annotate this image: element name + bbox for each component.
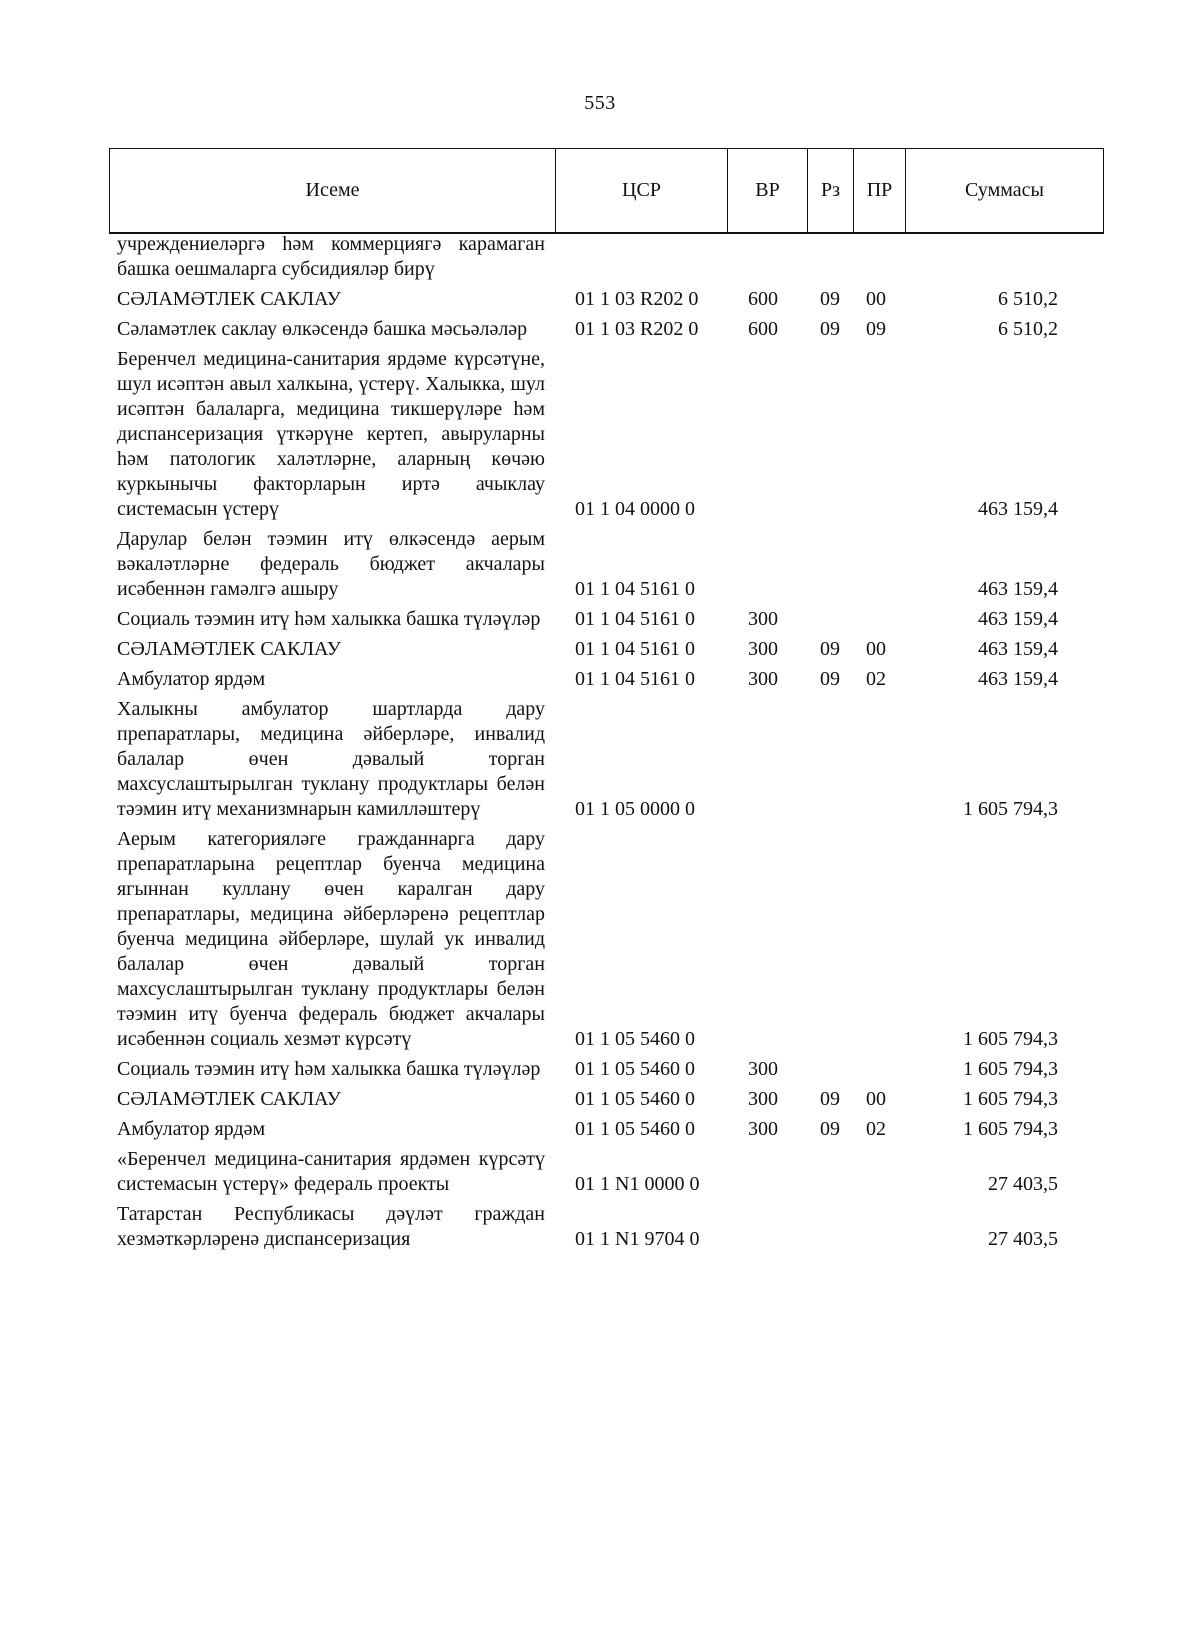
row-pr: 00 — [866, 288, 886, 310]
header-rz: Рз — [808, 149, 854, 234]
row-pr — [853, 522, 905, 602]
row-rz: 09 — [820, 638, 840, 660]
row-vr — [727, 822, 807, 1052]
table-row — [109, 232, 1103, 282]
row-csr: 01 1 05 5460 0 — [575, 1028, 695, 1050]
row-rz: 09 — [820, 668, 840, 690]
row-name-text: СӘЛАМӘТЛЕК САКЛАУ — [117, 1088, 341, 1110]
row-rz — [807, 342, 853, 522]
page-number: 553 — [584, 92, 616, 114]
row-name — [109, 1142, 555, 1197]
row-csr: 01 1 05 5460 0 — [575, 1118, 695, 1140]
table-row — [109, 1142, 1103, 1197]
row-name — [109, 342, 555, 522]
row-sum: 27 403,5 — [988, 1228, 1058, 1250]
row-name — [109, 632, 555, 662]
row-name-text: Беренчел медицина-санитария ярдәме күрсәтүне, шул исәптән авыл халкына, үстерү. Халыкка, шул исәптән балаларга, медицина тикшерүләре һәм диспансеризация үткәрүне кертеп, авыруларны һәм патологик халәтләрне, аларның көчәю куркынычы факторларын иртә ачыклау системасын үстерү — [117, 348, 545, 520]
table-row — [109, 602, 1103, 632]
row-vr — [727, 1142, 807, 1197]
row-name-text: Халыкны амбулатор шартларда дару препаратлары, медицина әйберләре, инвалид балалар өчен дәвалый торган махсуслаштырылган туклану продуктлары белән тәэмин итү механизмнарын камилләштерү — [117, 698, 545, 820]
row-vr: 300 — [748, 668, 778, 690]
row-name-text: учреждениеләргә һәм коммерциягә карамаган башка оешмаларга субсидияләр бирү — [117, 233, 545, 280]
row-rz — [807, 692, 853, 822]
row-name-text: «Беренчел медицина-санитария ярдәмен күрсәтү системасын үстерү» федераль проекты — [117, 1148, 545, 1195]
row-name — [109, 822, 555, 1052]
table-row — [109, 1052, 1103, 1082]
table-row — [109, 312, 1103, 342]
header-vr: ВР — [728, 149, 808, 234]
row-vr — [727, 1197, 807, 1252]
row-name — [109, 1197, 555, 1252]
row-name — [109, 662, 555, 692]
row-vr: 300 — [748, 1118, 778, 1140]
row-csr: 01 1 04 5161 0 — [575, 578, 695, 600]
row-pr — [853, 822, 905, 1052]
row-pr — [853, 1142, 905, 1197]
table-row — [109, 692, 1103, 822]
row-csr: 01 1 04 5161 0 — [575, 668, 695, 690]
row-sum: 1 605 794,3 — [963, 1088, 1058, 1110]
row-vr — [727, 342, 807, 522]
row-rz: 09 — [820, 288, 840, 310]
header-pr: ПР — [854, 149, 906, 234]
row-rz — [807, 602, 853, 632]
row-pr: 02 — [866, 1118, 886, 1140]
row-vr: 300 — [748, 638, 778, 660]
row-sum: 463 159,4 — [978, 578, 1058, 600]
row-pr: 00 — [866, 638, 886, 660]
row-sum: 1 605 794,3 — [963, 1118, 1058, 1140]
row-csr — [555, 232, 727, 282]
table-row — [109, 1112, 1103, 1142]
row-name-text: Социаль тәэмин итү һәм халыкка башка түләүләр — [117, 1058, 541, 1080]
row-sum: 463 159,4 — [978, 498, 1058, 520]
row-vr — [727, 692, 807, 822]
row-sum: 6 510,2 — [998, 288, 1058, 310]
row-rz: 09 — [820, 1088, 840, 1110]
row-name-text: Дарулар белән тәэмин итү өлкәсендә аерым вәкаләтләрне федераль бюджет акчалары исәбеннән гамәлгә ашыру — [117, 528, 545, 600]
row-csr: 01 1 03 R202 0 — [575, 288, 699, 310]
row-rz — [807, 522, 853, 602]
row-rz — [807, 232, 853, 282]
header-sum: Суммасы — [906, 149, 1104, 234]
table-row — [109, 662, 1103, 692]
row-vr: 300 — [748, 1088, 778, 1110]
row-sum: 463 159,4 — [978, 608, 1058, 630]
row-csr: 01 1 04 5161 0 — [575, 638, 695, 660]
row-pr: 09 — [866, 318, 886, 340]
row-pr — [853, 232, 905, 282]
row-csr: 01 1 05 5460 0 — [575, 1088, 695, 1110]
table-row — [109, 522, 1103, 602]
row-csr: 01 1 04 0000 0 — [575, 498, 695, 520]
row-csr: 01 1 03 R202 0 — [575, 318, 699, 340]
row-name — [109, 602, 555, 632]
row-csr: 01 1 04 5161 0 — [575, 608, 695, 630]
row-pr — [853, 1197, 905, 1252]
row-rz: 09 — [820, 1118, 840, 1140]
row-vr — [727, 232, 807, 282]
row-sum: 6 510,2 — [998, 318, 1058, 340]
row-vr: 600 — [748, 318, 778, 340]
row-sum: 1 605 794,3 — [963, 798, 1058, 820]
row-sum: 1 605 794,3 — [963, 1028, 1058, 1050]
row-pr — [853, 342, 905, 522]
row-name-text: Сәламәтлек саклау өлкәсендә башка мәсьәләләр — [117, 318, 528, 340]
row-vr: 300 — [748, 1058, 778, 1080]
row-name — [109, 282, 555, 312]
row-csr: 01 1 05 0000 0 — [575, 798, 695, 820]
row-rz — [807, 1142, 853, 1197]
row-pr: 02 — [866, 668, 886, 690]
row-name — [109, 312, 555, 342]
budget-table — [109, 232, 1103, 1252]
row-csr: 01 1 05 5460 0 — [575, 1058, 695, 1080]
row-pr: 00 — [866, 1088, 886, 1110]
table-row — [109, 1197, 1103, 1252]
row-csr: 01 1 N1 0000 0 — [575, 1173, 700, 1195]
row-pr — [853, 602, 905, 632]
row-sum — [905, 232, 1103, 282]
row-vr: 300 — [748, 608, 778, 630]
row-rz: 09 — [820, 318, 840, 340]
row-sum: 1 605 794,3 — [963, 1058, 1058, 1080]
table-row — [109, 1082, 1103, 1112]
row-sum: 27 403,5 — [988, 1173, 1058, 1195]
row-name — [109, 522, 555, 602]
row-rz — [807, 1052, 853, 1082]
row-name — [109, 232, 555, 282]
table-row — [109, 342, 1103, 522]
table-row — [109, 632, 1103, 662]
row-name — [109, 1112, 555, 1142]
row-pr — [853, 1052, 905, 1082]
row-name — [109, 692, 555, 822]
row-name-text: СӘЛАМӘТЛЕК САКЛАУ — [117, 638, 341, 660]
row-rz — [807, 822, 853, 1052]
row-name-text: Амбулатор ярдәм — [117, 1118, 266, 1140]
row-name-text: Социаль тәэмин итү һәм халыкка башка түләүләр — [117, 608, 541, 630]
row-vr — [727, 522, 807, 602]
row-pr — [853, 692, 905, 822]
row-sum: 463 159,4 — [978, 668, 1058, 690]
table-header — [109, 148, 1104, 234]
row-name — [109, 1082, 555, 1112]
row-name — [109, 1052, 555, 1082]
header-name: Исеме — [110, 149, 556, 234]
row-vr: 600 — [748, 288, 778, 310]
row-name-text: СӘЛАМӘТЛЕК САКЛАУ — [117, 288, 341, 310]
row-rz — [807, 1197, 853, 1252]
table-row — [109, 822, 1103, 1052]
row-name-text: Аерым категорияләге гражданнарга дару препаратларына рецептлар буенча медицина ягыннан куллану өчен каралган дару препаратлары, медицина әйберләренә рецептлар буенча медицина әйберләре, шулай ук инвалид балалар өчен дәвалый торган махсуслаштырылган туклану продуктлары белән тәэмин итү буенча федераль бюджет акчалары исәбеннән социаль хезмәт күрсәтү — [117, 828, 545, 1050]
row-sum: 463 159,4 — [978, 638, 1058, 660]
table-row — [109, 282, 1103, 312]
header-csr: ЦСР — [556, 149, 728, 234]
row-name-text: Амбулатор ярдәм — [117, 668, 266, 690]
row-csr: 01 1 N1 9704 0 — [575, 1228, 700, 1250]
row-name-text: Татарстан Республикасы дәүләт граждан хезмәткәрләренә диспансеризация — [117, 1203, 545, 1250]
